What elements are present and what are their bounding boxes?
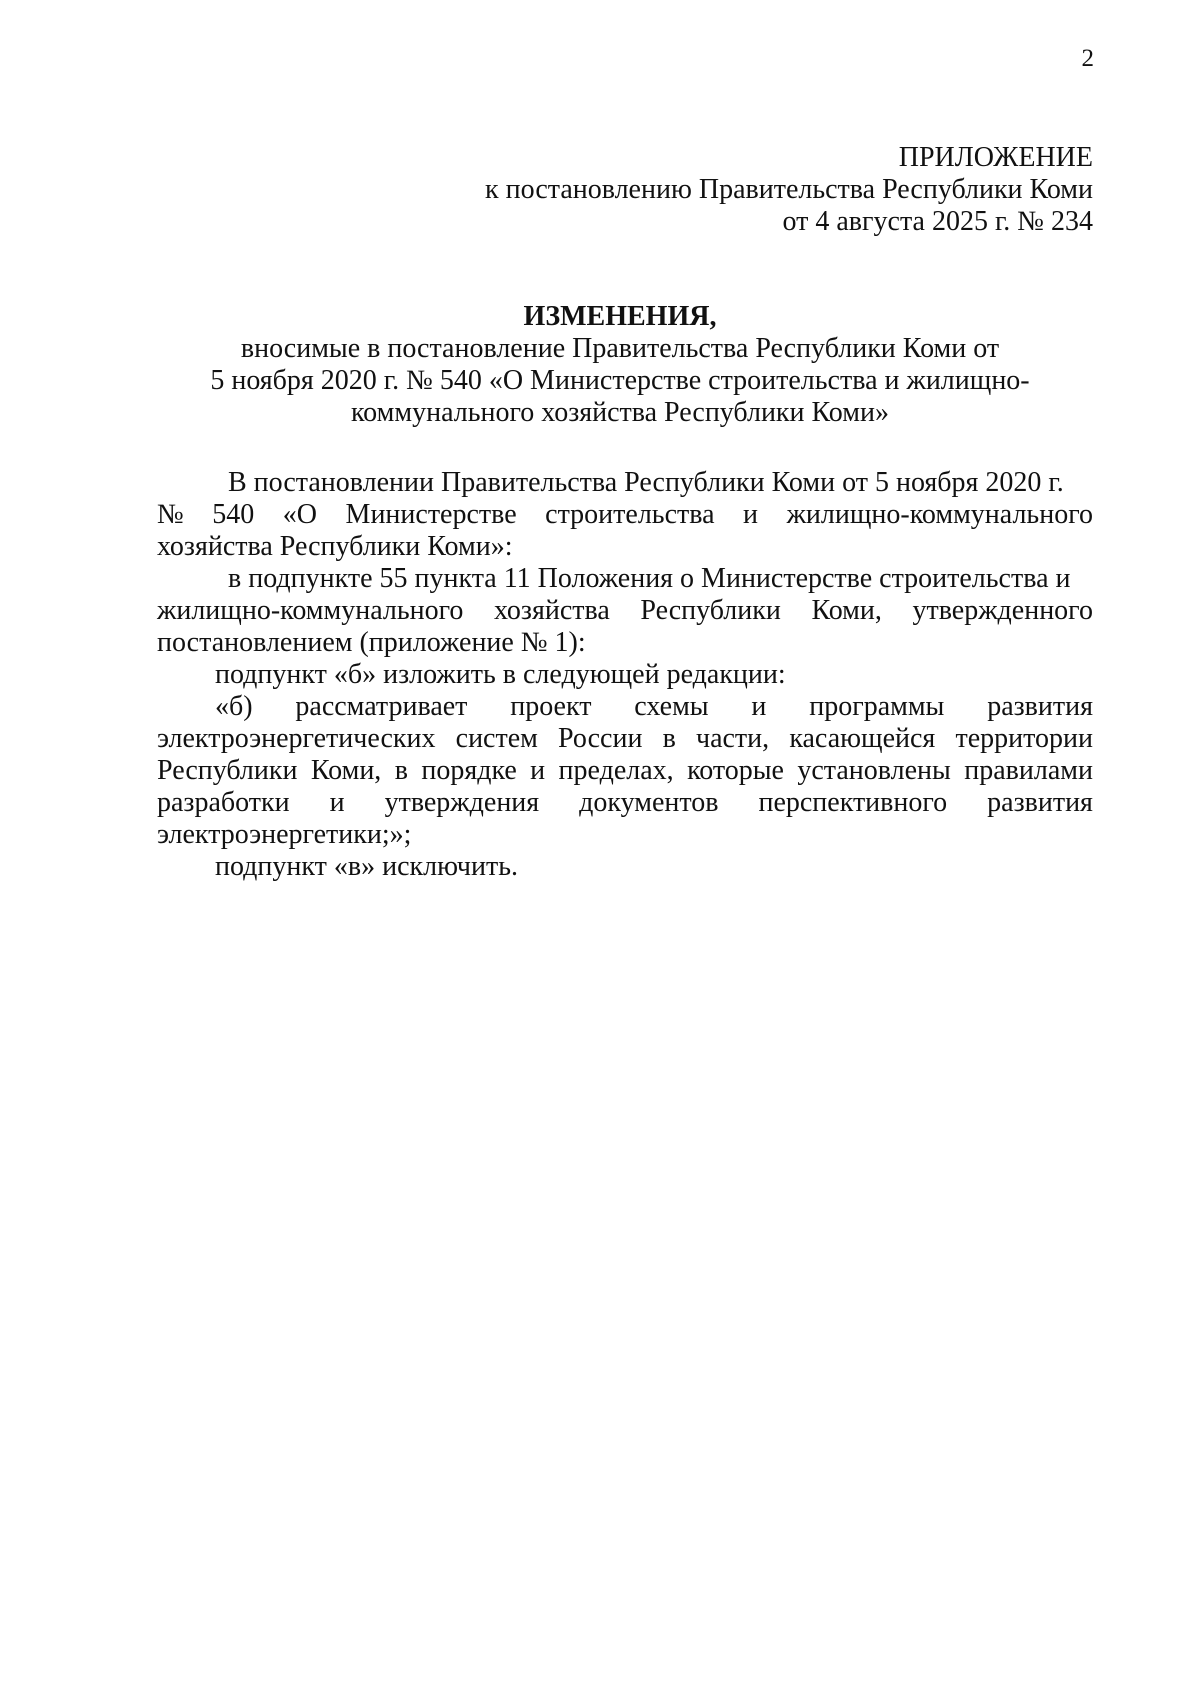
body-line [157,499,1093,531]
body-line: в подпункте 55 пункта 11 Положения о Министерстве строительства и [228,563,1071,594]
body-word: «б) [215,691,253,722]
body-line [157,595,1093,627]
body-line [157,723,1093,755]
body-word: жилищно-коммунального [786,499,1093,530]
body-word: и [751,691,767,722]
document-heading [150,301,1090,429]
body-word: утвержденного [912,595,1093,626]
document-subtitle [150,333,1090,429]
body-word: электроэнергетических [157,723,436,754]
subtitle-line: коммунального хозяйства Республики Коми» [351,397,889,428]
body-word: развития [987,787,1093,818]
body-word: строительства [545,499,715,530]
body-word: утверждения [384,787,540,818]
appendix-header [393,142,1093,238]
body-word: в [662,723,676,754]
body-word: Республики [157,755,298,786]
body-line: В постановлении Правительства Республики Коми от 5 ноября 2020 г. [228,467,1064,498]
body-word: программы [809,691,945,722]
body-word: территории [955,723,1093,754]
appendix-reference: к постановлению Правительства Республики Коми [485,174,1093,205]
body-word: которые [687,755,784,786]
subtitle-line: 5 ноября 2020 г. № 540 «О Министерстве строительства и жилищно- [210,365,1030,396]
body-word: Коми, [310,755,382,786]
body-word: и [743,499,759,530]
body-word: пределах, [558,755,674,786]
body-word: перспективного [758,787,948,818]
subtitle-line: вносимые в постановление Правительства Республики Коми от [240,333,1000,364]
body-line [157,691,1093,723]
body-word: развития [987,691,1093,722]
body-word: правилами [964,755,1093,786]
body-word: Министерстве [345,499,517,530]
body-word: проект [510,691,592,722]
body-word: хозяйства [494,595,610,626]
body-word: 540 [212,499,255,530]
body-word: касающейся [789,723,936,754]
body-line: подпункт «б» изложить в следующей редакции: [215,659,786,690]
body-word: части, [695,723,770,754]
body-word: и [329,787,345,818]
body-word: систем [455,723,538,754]
body-word: в [394,755,408,786]
body-line: постановлением (приложение № 1): [157,627,586,658]
body-word: жилищно-коммунального [157,595,464,626]
appendix-label: ПРИЛОЖЕНИЕ [898,142,1093,173]
body-word: «О [282,499,318,530]
body-word: Коми, [811,595,882,626]
body-word: схемы [634,691,709,722]
body-word: установлены [797,755,951,786]
body-word: России [558,723,643,754]
document-body [157,467,1093,883]
body-word: разработки [157,787,290,818]
body-word: и [530,755,546,786]
body-line: хозяйства Республики Коми»: [157,531,513,562]
page-number: 2 [1081,45,1094,72]
document-title: ИЗМЕНЕНИЯ, [523,301,717,332]
body-word: документов [579,787,719,818]
body-word: Республики [640,595,781,626]
body-line [157,787,1093,819]
appendix-date-number: от 4 августа 2025 г. № 234 [782,206,1093,237]
body-line: подпункт «в» исключить. [215,851,518,882]
body-line [157,755,1093,787]
body-word: № [157,499,184,530]
body-line: электроэнергетики;»; [157,819,412,850]
body-word: порядке [421,755,517,786]
body-word: рассматривает [295,691,468,722]
